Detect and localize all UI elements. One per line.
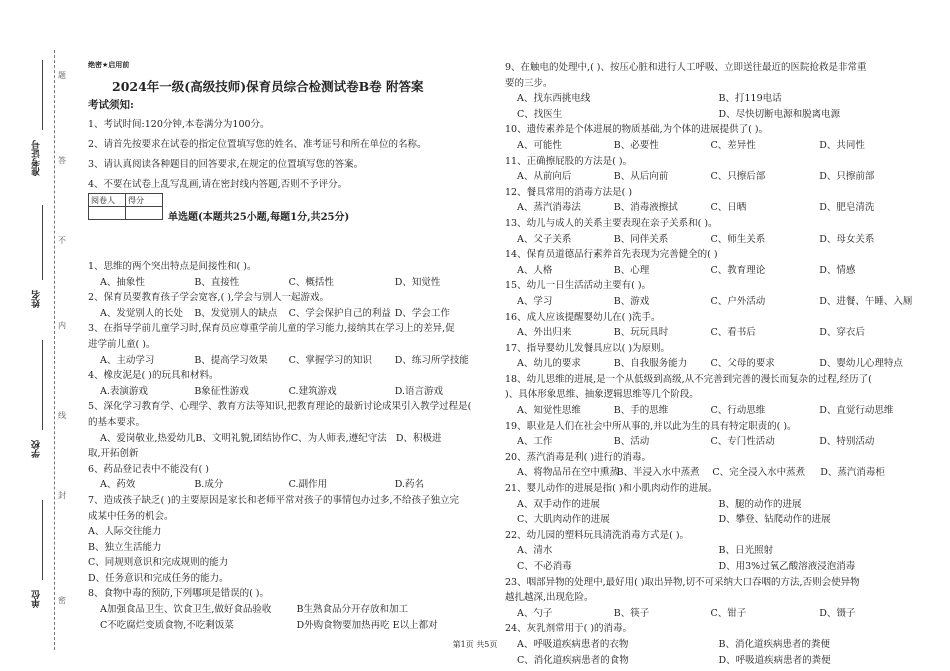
answer-option[interactable]: D、直觉行动思维	[819, 405, 894, 417]
question-line: 3、在指导学前儿童学习时,保育员应尊重学前儿童的学习能力,接纳其在学习上的差异,促	[88, 323, 455, 335]
answer-option[interactable]: D、只擦前部	[819, 171, 875, 183]
options-line	[505, 434, 920, 450]
answer-option[interactable]: C、行动思维	[710, 405, 766, 417]
question-line: 16、成人应该提醒婴幼儿在( )洗手。	[505, 311, 661, 323]
options-line	[505, 356, 920, 372]
question-line: 19、职业是人们在社会中所从事的,并以此为生的具有特定职责的( )。	[505, 420, 797, 432]
answer-option[interactable]: C、专门性活动	[710, 436, 775, 448]
question-line: 要的三步。	[505, 77, 553, 89]
question-line: 进学前儿童( )。	[88, 338, 156, 350]
answer-option[interactable]: A、知觉性思维	[517, 405, 581, 417]
answer-option[interactable]: C、教育理论	[710, 264, 766, 276]
question-line: 7、造成孩子缺乏( )的主要原因是家长和老师平常对孩子的事情包办过多,不给孩子独立完	[88, 494, 459, 506]
answer-option[interactable]: A、发觉别人的长处	[100, 307, 183, 319]
question-line: 6、药品登记表中不能没有( )	[88, 463, 209, 475]
options-line	[505, 653, 920, 669]
answer-option[interactable]: A、学习	[517, 295, 553, 307]
options-line	[505, 325, 920, 341]
question-line: 11、正确擦屁股的方法是( )。	[505, 155, 633, 167]
answer-option[interactable]: D、尽快切断电源和脱离电源	[718, 108, 841, 120]
seal-char: 封	[58, 491, 66, 500]
answer-option[interactable]: A、蒸汽消毒法	[517, 202, 581, 214]
answer-option[interactable]: C、大肌肉动作的进展	[517, 514, 610, 526]
school-label: 学校	[32, 440, 42, 458]
answer-option[interactable]: A、将物品吊在空中熏蒸	[517, 467, 619, 479]
answer-option[interactable]: C、差异性	[710, 139, 756, 151]
answer-option[interactable]: B、消毒液擦拭	[613, 202, 678, 214]
answer-option[interactable]: C.副作用	[288, 479, 328, 491]
unit-label: 单位	[32, 590, 42, 608]
question-line: 13、幼儿与成人的关系主要表现在亲子关系和( )。	[505, 217, 718, 229]
reviewer-blank[interactable]	[89, 207, 126, 220]
answer-option[interactable]: C、不必消毒	[517, 561, 572, 572]
answer-option[interactable]: A、清水	[517, 545, 553, 557]
answer-option[interactable]: D.语言游戏	[394, 385, 444, 397]
question-line: 10、遗传素养是个体进展的物质基础,为个体的进展提供了( )。	[505, 124, 769, 136]
answer-option[interactable]: C不吃腐烂变质食物,不吃剩饭菜	[100, 619, 234, 631]
answer-option[interactable]: D、用3%过氧乙酸溶液浸泡消毒	[718, 561, 856, 572]
answer-option[interactable]: C、找医生	[517, 108, 563, 120]
answer-option[interactable]: A.表演游戏	[100, 385, 148, 397]
options-line	[88, 306, 493, 322]
answer-option[interactable]: A、爱岗敬业,热爱幼儿	[100, 432, 196, 444]
question-line: 21、婴儿动作的进展是指( )和小肌肉动作的进展。	[505, 483, 718, 495]
answer-option[interactable]: B、从后向前	[613, 171, 669, 183]
question-line: 4、橡皮泥是( )的玩具和材料。	[88, 370, 219, 382]
question-line: 1、思维的两个突出特点是间接性和( )。	[88, 261, 257, 272]
answer-option[interactable]: A、从前向后	[517, 171, 572, 183]
answer-option[interactable]: B、筷子	[613, 607, 650, 619]
answer-option[interactable]: A、主动学习	[100, 354, 155, 366]
answer-option[interactable]: D、特别活动	[819, 436, 875, 448]
options-line	[88, 384, 493, 400]
question-line: A、人际交往能力	[88, 526, 162, 538]
options-line	[88, 477, 493, 493]
answer-option[interactable]: D、进餐、午睡、入厕	[819, 295, 913, 307]
answer-option[interactable]: C、日晒	[710, 202, 747, 214]
answer-option[interactable]: A加强食品卫生、饮食卫生,做好食品验收	[100, 604, 272, 616]
options-line	[505, 294, 920, 310]
answer-option[interactable]: D、学会工作	[394, 307, 450, 319]
answer-option[interactable]: C、学会保护自己的利益	[288, 307, 391, 319]
options-line	[505, 138, 920, 154]
answer-option[interactable]: D、呼吸道疾病患者的粪便	[718, 654, 831, 666]
page-footer: 第1页 共5页	[452, 640, 498, 649]
answer-option[interactable]: B、必要性	[613, 139, 659, 151]
question-line: 18、幼儿思维的进展,是一个从低级到高级,从不完善到完善的漫长而复杂的过程,经历了(	[505, 373, 872, 385]
answer-option[interactable]: B、发觉别人的缺点	[194, 307, 278, 319]
answer-option[interactable]: C、完全浸入水中蒸煮	[712, 467, 806, 479]
answer-option[interactable]: C、为人师表,遵纪守法	[290, 432, 387, 444]
answer-option[interactable]: C、概括性	[288, 276, 334, 288]
notice-list	[88, 115, 427, 195]
answer-option[interactable]: D、练习所学技能	[394, 354, 469, 366]
section-heading: 单选题(本题共25小题,每题1分,共25分)	[168, 212, 350, 223]
answer-option[interactable]: A、双手动作的进展	[517, 498, 600, 510]
answer-option[interactable]: D、蒸汽消毒柜	[820, 467, 885, 479]
answer-option[interactable]: D、共同性	[819, 139, 865, 151]
answer-option[interactable]: B.成分	[194, 479, 224, 491]
answer-option[interactable]: C、父母的要求	[710, 358, 775, 370]
right-column	[505, 60, 920, 668]
options-line	[505, 91, 920, 107]
options-line	[505, 403, 920, 419]
options-line	[505, 200, 920, 216]
page-title: 2024年一级(高级技师)保育员综合检测试卷B卷 附答案	[112, 79, 424, 94]
options-line	[505, 559, 920, 575]
answer-option[interactable]: A、呼吸道疾病患者的衣物	[517, 638, 629, 650]
seal-char: 答	[58, 156, 66, 165]
answer-option[interactable]: A、工作	[517, 436, 553, 448]
answer-option[interactable]: B、自我服务能力	[613, 358, 688, 370]
answer-option[interactable]: B、消化道疾病患者的粪便	[718, 638, 830, 650]
reviewer-cell: 阅卷人	[89, 194, 126, 207]
answer-option[interactable]: B、腿的动作的进展	[718, 498, 802, 510]
answer-option[interactable]: A、父子关系	[517, 233, 572, 245]
answer-option[interactable]: D、知觉性	[394, 276, 441, 288]
unit-line	[42, 500, 43, 580]
answer-option[interactable]: B、打119电话	[718, 93, 782, 105]
answer-option[interactable]: B象征性游戏	[194, 385, 249, 397]
answer-option[interactable]: B生熟食品分开存放和加工	[296, 604, 408, 616]
answer-option[interactable]: A、外出归来	[517, 327, 572, 339]
question-line: 17、指导婴幼儿发餐具应以( )为原则。	[505, 342, 671, 354]
answer-option[interactable]: B、手的思维	[613, 405, 669, 417]
answer-option[interactable]: B、同伴关系	[613, 233, 669, 245]
answer-option[interactable]: D、婴幼儿心理特点	[819, 358, 903, 370]
options-line	[505, 512, 920, 528]
question-line: D、任务意识和完成任务的能力。	[88, 572, 229, 584]
answer-option[interactable]: D、肥皂清洗	[819, 202, 875, 214]
question-line: 12、餐具常用的消毒方法是( )	[505, 186, 633, 198]
options-line	[88, 275, 493, 291]
question-line: 15、幼儿一日生活活动主要有( )。	[505, 280, 652, 292]
answer-option[interactable]: A、勺子	[517, 607, 553, 619]
question-line: B、独立生活能力	[88, 541, 162, 553]
answer-option[interactable]: D、积极进	[395, 432, 442, 444]
options-line	[88, 602, 493, 618]
question-line: 取,开拓创新	[88, 448, 139, 460]
seal-char: 内	[58, 321, 66, 330]
question-line: 9、在触电的处理中,( )、按压心脏和进行人工呼吸、立即送往最近的医院抢救是非常重	[505, 62, 867, 73]
options-line	[88, 431, 493, 447]
binding-margin	[0, 0, 70, 671]
options-line	[88, 353, 493, 369]
question-line: 8、食物中毒的预防,下列哪项是错误的( )。	[88, 588, 269, 600]
answer-option[interactable]: C、消化道疾病患者的食物	[517, 654, 629, 666]
answer-option[interactable]: C、掌握学习的知识	[288, 354, 372, 366]
options-line	[505, 497, 920, 513]
question-line: 越扎越深,出现危险。	[505, 592, 594, 604]
answer-option[interactable]: B、活动	[613, 436, 650, 448]
notice-item: 2、请首先按要求在试卷的指定位置填写您的姓名、准考证号和所在单位的名称。	[88, 139, 427, 150]
question-line: 5、深化学习教育学、心理学、教育方法等知识,把教育理论的最新讨论成果引入教学过程是(	[88, 401, 472, 413]
answer-option[interactable]: C、看书后	[710, 327, 756, 339]
answer-option[interactable]: A、人格	[517, 264, 553, 276]
answer-option[interactable]: A、可能性	[517, 139, 562, 151]
question-line: 22、幼儿园的塑料玩具清洗消毒方式是( )。	[505, 529, 690, 541]
answer-option[interactable]: B、文明礼貌,团结协作	[195, 432, 291, 444]
answer-option[interactable]: A、抽象性	[100, 276, 145, 288]
seal-line	[54, 50, 55, 650]
seal-char: 密	[58, 596, 66, 605]
options-line	[505, 263, 920, 279]
name-line	[42, 205, 43, 280]
answer-option[interactable]: D、攀登、钻爬动作的进展	[718, 514, 831, 526]
question-line: 23、咽部异物的处理中,最好用( )取出异物,切不可采纳大口吞咽的方法,否则会使异物	[505, 576, 860, 588]
options-line	[505, 543, 920, 559]
score-blank[interactable]	[126, 207, 163, 220]
answer-option[interactable]: C、只擦后部	[710, 171, 766, 183]
seal-char: 题	[58, 71, 66, 80]
options-line	[505, 232, 920, 248]
seal-char: 不	[58, 236, 66, 245]
question-line: C、同规则意识和完成规则的能力	[88, 557, 229, 569]
answer-option[interactable]: B、提高学习效果	[194, 354, 268, 366]
answer-option[interactable]: A、药效	[100, 479, 136, 491]
answer-option[interactable]: D、穿衣后	[819, 327, 865, 339]
answer-option[interactable]: B、日光照射	[718, 545, 773, 557]
answer-option[interactable]: D、情感	[819, 264, 856, 276]
notice-heading: 考试须知:	[88, 99, 134, 111]
seal-char: 线	[58, 411, 66, 420]
answer-option[interactable]: D、镊子	[819, 607, 856, 619]
options-line	[505, 606, 920, 622]
options-line	[88, 618, 493, 634]
answer-option[interactable]: B、心理	[613, 264, 650, 276]
notice-item: 1、考试时间:120分钟,本卷满分为100分。	[88, 119, 270, 130]
question-line: 成某中任务的机会。	[88, 510, 174, 522]
answer-option[interactable]: B、玩玩具时	[613, 327, 669, 339]
answer-option[interactable]: C.建筑游戏	[288, 385, 337, 397]
answer-option[interactable]: D、母女关系	[819, 233, 875, 245]
question-line: 20、蒸汽消毒是利( )进行的消毒。	[505, 451, 652, 463]
answer-option[interactable]: B、游戏	[613, 295, 650, 307]
question-line: 的基本要求。	[88, 416, 146, 428]
answer-option[interactable]: C、钳子	[710, 607, 747, 619]
options-line	[505, 169, 920, 185]
secret-mark: 绝密★启用前	[88, 61, 130, 69]
answer-option[interactable]: C、师生关系	[710, 233, 766, 245]
score-table	[88, 193, 163, 220]
answer-option[interactable]: A、找东西挑电线	[517, 93, 591, 105]
exam-number-line	[42, 60, 43, 130]
question-line: 14、保育员道德品行素养首先表现为完善健全的( )	[505, 249, 718, 261]
school-line	[42, 340, 43, 430]
answer-option[interactable]: D.药名	[394, 479, 425, 491]
notice-item: 4、不要在试卷上乱写乱画,请在密封线内答题,否则不予评分。	[88, 179, 348, 190]
options-line	[505, 465, 920, 481]
question-line: 2、保育员要教育孩子学会宽容,( ),学会与别人一起游戏。	[88, 292, 330, 304]
score-cell: 得分	[126, 194, 163, 207]
answer-option[interactable]: B、直接性	[194, 276, 240, 288]
answer-option[interactable]: C、户外活动	[710, 295, 766, 307]
answer-option[interactable]: A、幼儿的要求	[517, 358, 581, 370]
options-line	[505, 107, 920, 123]
answer-option[interactable]: B、半浸入水中蒸煮	[616, 467, 700, 479]
left-column	[88, 259, 493, 633]
question-line: 24、灰乳剂常用于( )的消毒。	[505, 623, 633, 635]
notice-item: 3、请认真阅读各种题目的回答要求,在规定的位置填写您的答案。	[88, 159, 364, 170]
answer-option[interactable]: D外购食物要加热再吃 E以上都对	[296, 619, 438, 631]
name-label: 姓名	[32, 290, 42, 308]
question-line: )、具体形象思维、抽象逻辑思维等几个阶段。	[505, 389, 699, 401]
exam-number-label: 准考证号	[32, 140, 42, 176]
